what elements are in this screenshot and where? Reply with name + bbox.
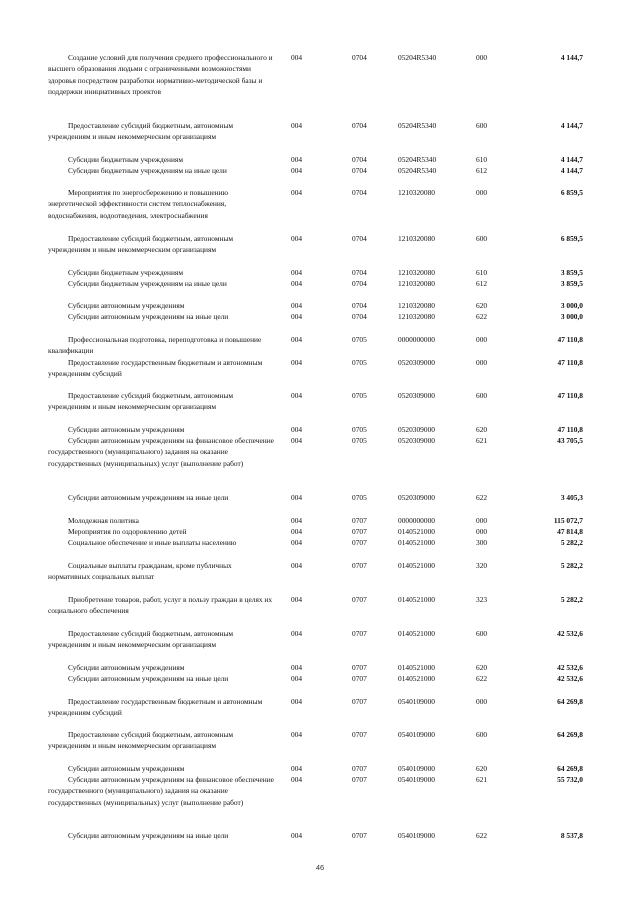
section-code: 0707 bbox=[352, 674, 367, 683]
department-code: 004 bbox=[291, 663, 303, 672]
target-article-code: 0520309000 bbox=[398, 425, 435, 434]
department-code: 004 bbox=[291, 527, 303, 536]
row-description: Предоставление субсидий бюджетным, автономным учреждениям и иным некоммерческим организациям bbox=[48, 121, 234, 142]
department-code: 004 bbox=[291, 335, 303, 344]
amount-value: 3 859,5 bbox=[560, 279, 583, 288]
amount-value: 42 532,6 bbox=[557, 663, 583, 672]
row-description: Предоставление субсидий бюджетным, автономным учреждениям и иным некоммерческим организациям bbox=[48, 234, 234, 255]
section-code: 0704 bbox=[352, 166, 367, 175]
row-description: Предоставление государственным бюджетным и автономным учреждениям субсидий bbox=[48, 697, 263, 718]
amount-value: 3 405,3 bbox=[560, 493, 583, 502]
department-code: 004 bbox=[291, 188, 303, 197]
row-description: Профессиональная подготовка, переподготовка и повышение квалификации bbox=[48, 335, 262, 356]
expense-type-code: 610 bbox=[476, 268, 488, 277]
expense-type-code: 620 bbox=[476, 764, 488, 773]
section-code: 0704 bbox=[352, 188, 367, 197]
department-code: 004 bbox=[291, 358, 303, 367]
amount-value: 115 072,7 bbox=[553, 516, 583, 525]
section-code: 0705 bbox=[352, 358, 367, 367]
row-description: Субсидии автономным учреждениям bbox=[68, 764, 185, 773]
department-code: 004 bbox=[291, 629, 303, 638]
row-description: Социальные выплаты гражданам, кроме публичных нормативных социальных выплат bbox=[48, 561, 232, 582]
section-code: 0704 bbox=[352, 53, 367, 62]
target-article-code: 1210320080 bbox=[398, 188, 435, 197]
department-code: 004 bbox=[291, 391, 303, 400]
row-description: Субсидии бюджетным учреждениям bbox=[68, 268, 184, 277]
department-code: 004 bbox=[291, 674, 303, 683]
row-description: Приобретение товаров, работ, услуг в пользу граждан в целях их социального обеспечения bbox=[48, 595, 273, 616]
amount-value: 5 282,2 bbox=[560, 538, 583, 547]
row-description: Субсидии автономным учреждениям на финансовое обеспечение государственного (муниципального) задания на оказание государственных (муниципальных) услуг (выполнение работ) bbox=[48, 436, 274, 468]
expense-type-code: 320 bbox=[476, 561, 488, 570]
expense-type-code: 610 bbox=[476, 155, 488, 164]
department-code: 004 bbox=[291, 730, 303, 739]
target-article-code: 0540109000 bbox=[398, 831, 435, 840]
section-code: 0707 bbox=[352, 775, 367, 784]
target-article-code: 1210320080 bbox=[398, 279, 435, 288]
row-description: Мероприятия по энергосбережению и повышению энергетической эффективности систем теплоснабжения, водоснабжения, водоотведения, электроснабжения bbox=[48, 188, 229, 220]
department-code: 004 bbox=[291, 561, 303, 570]
department-code: 004 bbox=[291, 53, 303, 62]
expense-type-code: 600 bbox=[476, 730, 488, 739]
section-code: 0707 bbox=[352, 730, 367, 739]
expense-type-code: 000 bbox=[476, 188, 488, 197]
row-description: Субсидии автономным учреждениям на иные цели bbox=[68, 674, 229, 683]
target-article-code: 0140521000 bbox=[398, 561, 435, 570]
department-code: 004 bbox=[291, 234, 303, 243]
expense-type-code: 612 bbox=[476, 279, 488, 288]
expense-type-code: 620 bbox=[476, 301, 488, 310]
expense-type-code: 620 bbox=[476, 663, 488, 672]
row-description: Субсидии бюджетным учреждениям bbox=[68, 155, 184, 164]
target-article-code: 0520309000 bbox=[398, 358, 435, 367]
expense-type-code: 000 bbox=[476, 697, 488, 706]
department-code: 004 bbox=[291, 279, 303, 288]
section-code: 0707 bbox=[352, 629, 367, 638]
section-code: 0704 bbox=[352, 155, 367, 164]
row-description: Предоставление государственным бюджетным и автономным учреждениям субсидий bbox=[48, 358, 263, 379]
section-code: 0707 bbox=[352, 538, 367, 547]
section-code: 0707 bbox=[352, 516, 367, 525]
department-code: 004 bbox=[291, 436, 303, 445]
target-article-code: 0540109000 bbox=[398, 775, 435, 784]
section-code: 0707 bbox=[352, 527, 367, 536]
expense-type-code: 622 bbox=[476, 312, 488, 321]
amount-value: 55 732,0 bbox=[557, 775, 583, 784]
amount-value: 47 110,8 bbox=[557, 335, 583, 344]
department-code: 004 bbox=[291, 493, 303, 502]
row-description: Субсидии автономным учреждениям на иные цели bbox=[68, 312, 229, 321]
expense-type-code: 000 bbox=[476, 527, 488, 536]
department-code: 004 bbox=[291, 166, 303, 175]
row-description: Субсидии автономным учреждениям bbox=[68, 425, 185, 434]
row-description: Социальное обеспечение и иные выплаты населению bbox=[68, 538, 237, 547]
section-code: 0704 bbox=[352, 121, 367, 130]
row-description: Субсидии бюджетным учреждениям на иные цели bbox=[68, 279, 227, 288]
target-article-code: 1210320080 bbox=[398, 268, 435, 277]
row-description: Субсидии автономным учреждениям на финансовое обеспечение государственного (муниципального) задания на оказание государственных (муниципальных) услуг (выполнение работ) bbox=[48, 775, 274, 807]
department-code: 004 bbox=[291, 312, 303, 321]
target-article-code: 0140521000 bbox=[398, 674, 435, 683]
target-article-code: 05204R5340 bbox=[398, 53, 437, 62]
expense-type-code: 600 bbox=[476, 391, 488, 400]
amount-value: 47 110,8 bbox=[557, 391, 583, 400]
section-code: 0707 bbox=[352, 764, 367, 773]
section-code: 0707 bbox=[352, 561, 367, 570]
target-article-code: 0140521000 bbox=[398, 629, 435, 638]
target-article-code: 0140521000 bbox=[398, 527, 435, 536]
target-article-code: 1210320080 bbox=[398, 234, 435, 243]
section-code: 0704 bbox=[352, 312, 367, 321]
amount-value: 64 269,8 bbox=[557, 764, 583, 773]
amount-value: 64 269,8 bbox=[557, 697, 583, 706]
section-code: 0705 bbox=[352, 436, 367, 445]
target-article-code: 0540109000 bbox=[398, 697, 435, 706]
expense-type-code: 600 bbox=[476, 121, 488, 130]
row-description: Молодежная политика bbox=[68, 516, 139, 525]
target-article-code: 0520309000 bbox=[398, 493, 435, 502]
section-code: 0705 bbox=[352, 391, 367, 400]
row-description: Мероприятия по оздоровлению детей bbox=[68, 527, 187, 536]
section-code: 0704 bbox=[352, 268, 367, 277]
row-description: Субсидии автономным учреждениям bbox=[68, 663, 185, 672]
amount-value: 8 537,8 bbox=[560, 831, 583, 840]
row-description: Субсидии автономным учреждениям на иные цели bbox=[68, 493, 229, 502]
expense-type-code: 621 bbox=[476, 775, 488, 784]
amount-value: 6 859,5 bbox=[560, 188, 583, 197]
section-code: 0705 bbox=[352, 425, 367, 434]
target-article-code: 0540109000 bbox=[398, 764, 435, 773]
row-description: Создание условий для получения среднего профессионального и высшего образования людьми с ограниченными возможностями здоровья посредством разработки нормативно-методической базы и поддержки инициативных проектов bbox=[48, 53, 273, 97]
section-code: 0704 bbox=[352, 234, 367, 243]
section-code: 0704 bbox=[352, 279, 367, 288]
target-article-code: 0520309000 bbox=[398, 436, 435, 445]
department-code: 004 bbox=[291, 775, 303, 784]
target-article-code: 0000000000 bbox=[398, 516, 435, 525]
department-code: 004 bbox=[291, 268, 303, 277]
section-code: 0707 bbox=[352, 663, 367, 672]
page-number: 46 bbox=[315, 863, 325, 872]
section-code: 0707 bbox=[352, 697, 367, 706]
expense-type-code: 621 bbox=[476, 436, 488, 445]
target-article-code: 1210320080 bbox=[398, 301, 435, 310]
department-code: 004 bbox=[291, 425, 303, 434]
row-description: Субсидии бюджетным учреждениям на иные цели bbox=[68, 166, 227, 175]
expense-type-code: 622 bbox=[476, 674, 488, 683]
expense-type-code: 620 bbox=[476, 425, 488, 434]
amount-value: 4 144,7 bbox=[560, 155, 583, 164]
amount-value: 47 110,8 bbox=[557, 425, 583, 434]
section-code: 0705 bbox=[352, 335, 367, 344]
target-article-code: 0140521000 bbox=[398, 663, 435, 672]
amount-value: 4 144,7 bbox=[560, 121, 583, 130]
amount-value: 5 282,2 bbox=[560, 595, 583, 604]
row-description: Субсидии автономным учреждениям на иные цели bbox=[68, 831, 229, 840]
expense-type-code: 600 bbox=[476, 629, 488, 638]
row-description: Предоставление субсидий бюджетным, автономным учреждениям и иным некоммерческим организациям bbox=[48, 391, 234, 412]
amount-value: 43 705,5 bbox=[557, 436, 583, 445]
department-code: 004 bbox=[291, 538, 303, 547]
section-code: 0707 bbox=[352, 595, 367, 604]
section-code: 0707 bbox=[352, 831, 367, 840]
expense-type-code: 622 bbox=[476, 493, 488, 502]
target-article-code: 0140521000 bbox=[398, 595, 435, 604]
amount-value: 42 532,6 bbox=[557, 629, 583, 638]
target-article-code: 05204R5340 bbox=[398, 155, 437, 164]
department-code: 004 bbox=[291, 301, 303, 310]
section-code: 0704 bbox=[352, 301, 367, 310]
target-article-code: 0140521000 bbox=[398, 538, 435, 547]
department-code: 004 bbox=[291, 595, 303, 604]
target-article-code: 0540109000 bbox=[398, 730, 435, 739]
target-article-code: 1210320080 bbox=[398, 312, 435, 321]
expense-type-code: 323 bbox=[476, 595, 488, 604]
row-description: Предоставление субсидий бюджетным, автономным учреждениям и иным некоммерческим организациям bbox=[48, 730, 234, 751]
target-article-code: 0520309000 bbox=[398, 391, 435, 400]
expense-type-code: 000 bbox=[476, 516, 488, 525]
amount-value: 4 144,7 bbox=[560, 166, 583, 175]
department-code: 004 bbox=[291, 155, 303, 164]
amount-value: 47 814,8 bbox=[557, 527, 583, 536]
department-code: 004 bbox=[291, 764, 303, 773]
amount-value: 5 282,2 bbox=[560, 561, 583, 570]
target-article-code: 0000000000 bbox=[398, 335, 435, 344]
row-description: Субсидии автономным учреждениям bbox=[68, 301, 185, 310]
target-article-code: 05204R5340 bbox=[398, 166, 437, 175]
amount-value: 6 859,5 bbox=[560, 234, 583, 243]
department-code: 004 bbox=[291, 831, 303, 840]
amount-value: 3 000,0 bbox=[560, 301, 583, 310]
expense-type-code: 622 bbox=[476, 831, 488, 840]
department-code: 004 bbox=[291, 697, 303, 706]
department-code: 004 bbox=[291, 121, 303, 130]
amount-value: 64 269,8 bbox=[557, 730, 583, 739]
department-code: 004 bbox=[291, 516, 303, 525]
amount-value: 42 532,6 bbox=[557, 674, 583, 683]
amount-value: 3 859,5 bbox=[560, 268, 583, 277]
section-code: 0705 bbox=[352, 493, 367, 502]
expense-type-code: 000 bbox=[476, 53, 488, 62]
target-article-code: 05204R5340 bbox=[398, 121, 437, 130]
row-description: Предоставление субсидий бюджетным, автономным учреждениям и иным некоммерческим организациям bbox=[48, 629, 234, 650]
expense-type-code: 000 bbox=[476, 335, 488, 344]
amount-value: 3 000,0 bbox=[560, 312, 583, 321]
expense-type-code: 612 bbox=[476, 166, 488, 175]
expense-type-code: 300 bbox=[476, 538, 488, 547]
amount-value: 47 110,8 bbox=[557, 358, 583, 367]
expense-type-code: 600 bbox=[476, 234, 488, 243]
amount-value: 4 144,7 bbox=[560, 53, 583, 62]
expense-type-code: 000 bbox=[476, 358, 488, 367]
